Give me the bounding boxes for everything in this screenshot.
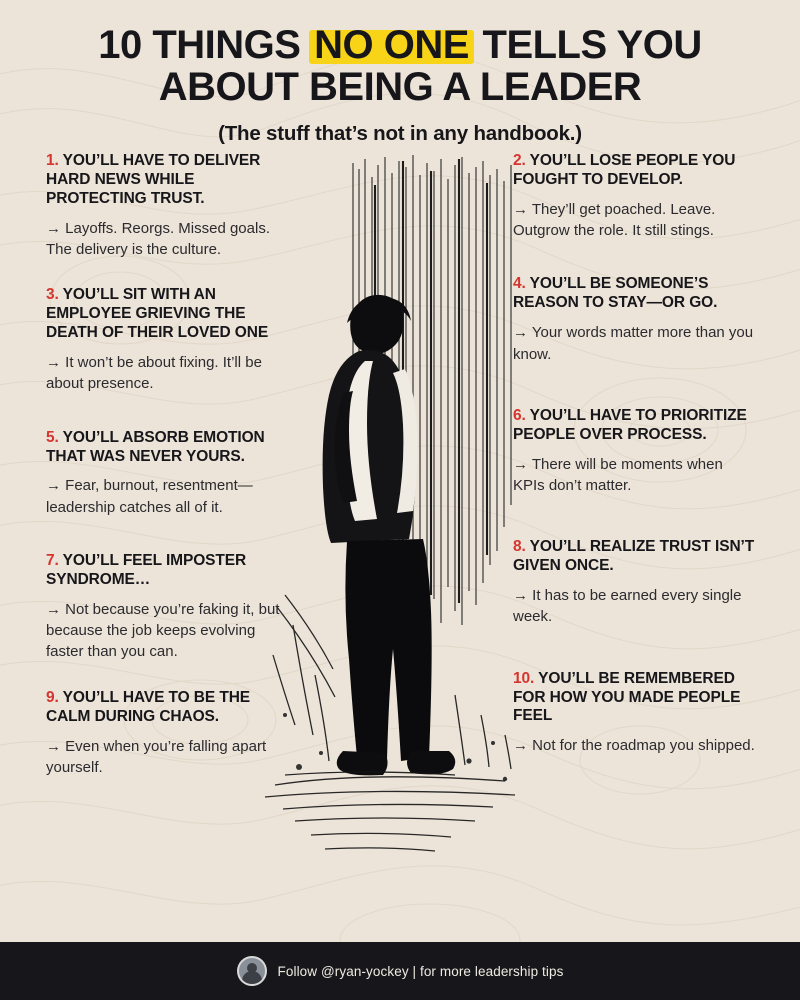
- ink-sketch-illustration: [255, 155, 555, 885]
- list-item: [46, 286, 291, 394]
- list-item-heading: [46, 552, 291, 590]
- list-item: [513, 538, 758, 627]
- list-item-body: → There will be moments when KPIs don’t matter.: [513, 455, 723, 494]
- list-item-number: 2.: [513, 152, 526, 169]
- footer-content: [237, 956, 564, 986]
- list-item-title: YOU’LL HAVE TO BE THE CALM DURING CHAOS.: [46, 688, 251, 725]
- content-columns: [0, 152, 800, 942]
- list-item: [46, 689, 291, 778]
- list-item: [46, 152, 291, 260]
- list-item-heading: [513, 275, 758, 313]
- list-item: [513, 670, 758, 757]
- list-item-heading: [513, 407, 758, 445]
- list-item-title: YOU’LL BE SOMEONE’S REASON TO STAY—OR GO.: [513, 275, 718, 312]
- list-item-title: YOU’LL BE REMEMBERED FOR HOW YOU MADE PEOPLE FEEL: [513, 669, 741, 725]
- list-item-number: 7.: [46, 552, 59, 570]
- footer-bar: [0, 942, 800, 1000]
- list-item-heading: [513, 538, 758, 576]
- right-column: [513, 152, 758, 773]
- list-item-title: YOU’LL FEEL IMPOSTER SYNDROME…: [46, 552, 247, 588]
- list-item-number: 8.: [513, 538, 526, 556]
- list-item: [46, 552, 291, 663]
- list-item-body: → It has to be earned every single week.: [513, 587, 742, 626]
- list-item-number: 5.: [46, 428, 59, 446]
- list-item: [513, 152, 758, 241]
- list-item-heading: [46, 429, 291, 467]
- list-item-number: 10.: [513, 669, 535, 687]
- list-item-title: YOU’LL ABSORB EMOTION THAT WAS NEVER YOURS.: [46, 428, 265, 465]
- list-item-title: YOU’LL SIT WITH AN EMPLOYEE GRIEVING THE DEATH OF THEIR LOVED ONE: [46, 286, 269, 342]
- list-item-number: 6.: [513, 406, 526, 424]
- list-item-body: → Fear, burnout, resentment—leadership catches all of it.: [46, 477, 253, 516]
- list-item-heading: [46, 286, 291, 343]
- list-item-number: 9.: [46, 688, 59, 706]
- title-part-post: TELLS YOU: [471, 23, 702, 67]
- list-item: [513, 275, 758, 364]
- title-part-pre: 10 THINGS: [98, 23, 312, 67]
- list-item-title: YOU’LL HAVE TO PRIORITIZE PEOPLE OVER PROCESS.: [513, 406, 747, 443]
- page-subtitle: (The stuff that’s not in any handbook.): [218, 121, 582, 145]
- list-item-title: YOU’LL REALIZE TRUST ISN’T GIVEN ONCE.: [513, 538, 755, 575]
- left-column: [46, 152, 291, 794]
- list-item-body: → Not because you’re faking it, but because the job keeps evolving faster than you can.: [46, 600, 280, 661]
- list-item-body: → They’ll get poached. Leave. Outgrow the role. It still stings.: [513, 200, 716, 240]
- list-item-body: → It won’t be about fixing. It’ll be about presence.: [46, 354, 262, 393]
- person-avatar-icon: [237, 956, 267, 986]
- list-item-heading: [46, 152, 291, 209]
- poster-header: [0, 0, 800, 152]
- title-highlight: NO ONE: [311, 24, 472, 66]
- footer-follow-text[interactable]: Follow @ryan-yockey | for more leadership tips: [277, 963, 564, 979]
- list-item-title: YOU’LL LOSE PEOPLE YOU FOUGHT TO DEVELOP.: [513, 152, 736, 188]
- list-item-heading: [513, 670, 758, 727]
- list-item-heading: [46, 689, 291, 727]
- list-item: [46, 429, 291, 518]
- avatar-body-shape: [242, 971, 262, 984]
- list-item-heading: [513, 152, 758, 190]
- list-item-title: YOU’LL HAVE TO DELIVER HARD NEWS WHILE PROTECTING TRUST.: [46, 152, 261, 207]
- page-title-line-1: [28, 24, 772, 66]
- list-item-body: → Even when you’re falling apart yourself.: [46, 737, 267, 776]
- list-item-number: 3.: [46, 286, 59, 304]
- page-title-line-2: ABOUT BEING A LEADER: [158, 65, 642, 110]
- list-item-body: → Not for the roadmap you shipped.: [513, 737, 755, 755]
- list-item: [513, 407, 758, 496]
- list-item-number: 1.: [46, 152, 59, 169]
- list-item-body: → Layoffs. Reorgs. Missed goals. The delivery is the culture.: [46, 219, 270, 259]
- list-item-body: → Your words matter more than you know.: [513, 324, 754, 363]
- list-item-number: 4.: [513, 275, 526, 293]
